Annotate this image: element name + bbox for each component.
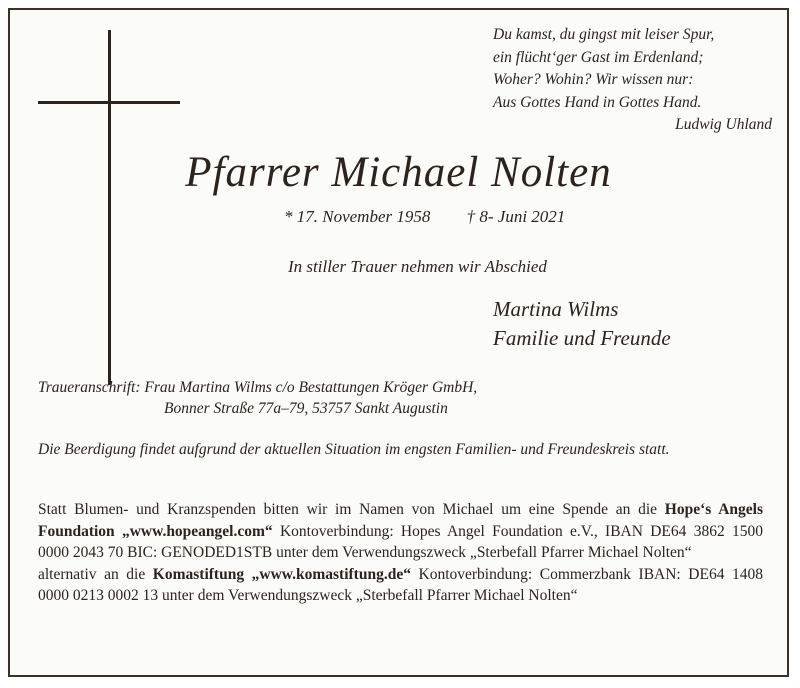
cross-icon-horizontal	[38, 101, 180, 104]
cross-icon-vertical	[108, 30, 111, 385]
donation-org-1: Hope‘s Angels Foundation „www.hopeangel.com“	[38, 501, 763, 540]
donation-org-2-details: Kontoverbindung: Commerzbank IBAN: DE64 1408 0000 0213 0002 13 unter dem Verwendungszweck „Sterbefall Pfarrer Michael Nolten“	[38, 565, 764, 604]
deceased-name: Pfarrer Michael Nolten	[185, 149, 612, 196]
donation-org-1-details: Kontoverbindung: Hopes Angel Foundation e.V., IBAN DE64 3862 1500 0000 2043 70 BIC: GENODED1STB unter dem Verwendungszweck „Sterbefall Pfarrer Michael Nolten“	[38, 522, 763, 561]
address-line-2: Bonner Straße 77a–79, 53757 Sankt Augustin	[164, 400, 448, 417]
funeral-note: Die Beerdigung findet aufgrund der aktuellen Situation im engsten Familien- und Freundeskreis statt.	[38, 441, 670, 458]
donation-org-2: Komastiftung „www.komastiftung.de“	[152, 565, 411, 583]
mourner: Martina Wilms	[493, 297, 619, 321]
poem-line: Woher? Wohin? Wir wissen nur:	[493, 71, 694, 88]
poem-line: ein flücht‘ger Gast im Erdenland;	[493, 48, 704, 66]
mourning-address	[38, 377, 477, 419]
donation-alt-intro: alternativ an die	[38, 565, 153, 583]
obituary-frame	[8, 8, 789, 677]
poem-author: Ludwig Uhland	[675, 116, 772, 133]
mourners-list	[493, 295, 671, 353]
poem-line: Du kamst, du gingst mit leiser Spur,	[493, 26, 715, 43]
birth-date: * 17. November 1958	[284, 207, 431, 226]
death-date: † 8- Juni 2021	[466, 207, 566, 226]
donation-intro: Statt Blumen- und Kranzspenden bitten wir im Namen von Michael um eine Spende an die	[38, 501, 665, 518]
address-line-1: Traueranschrift: Frau Martina Wilms c/o Bestattungen Kröger GmbH,	[38, 379, 478, 396]
mourner: Familie und Freunde	[493, 326, 671, 350]
mourning-text: In stiller Trauer nehmen wir Abschied	[288, 257, 547, 276]
poem-line: Aus Gottes Hand in Gottes Hand.	[493, 93, 702, 111]
life-dates	[284, 207, 565, 227]
poem	[493, 24, 778, 137]
donation-paragraph	[38, 499, 763, 607]
